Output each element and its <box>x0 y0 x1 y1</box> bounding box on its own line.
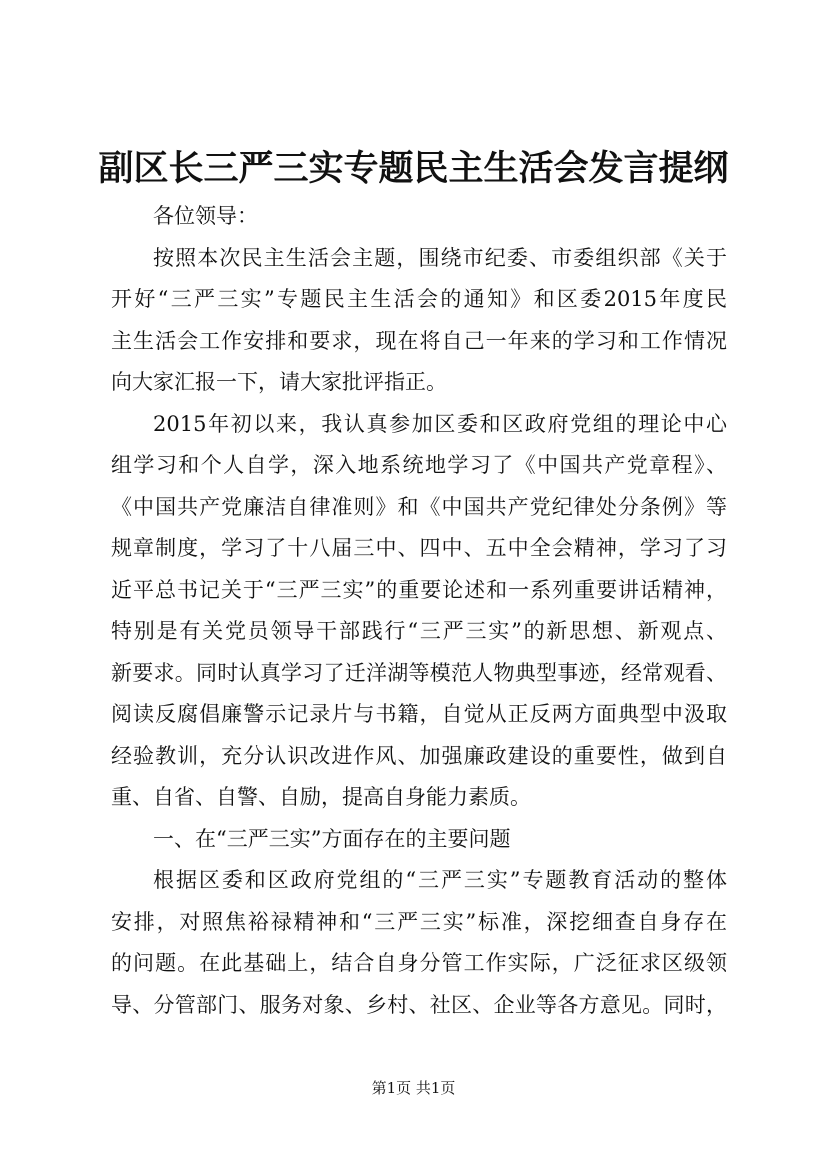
document-body <box>111 196 727 1026</box>
text-line: 新要求。同时认真学习了迁洋湖等模范人物典型事迹，经常观看、 <box>111 660 727 685</box>
text-line: 特别是有关党员领导干部践行“三严三实”的新思想、新观点、 <box>111 619 727 643</box>
text-line: 安排，对照焦裕禄精神和“三严三实”标准，深挖细查自身存在 <box>111 909 727 934</box>
text-line: 按照本次民主生活会主题，围绕市纪委、市委组织部《关于 <box>153 245 727 270</box>
text-line: 向大家汇报一下，请大家批评指正。 <box>111 370 447 394</box>
text-line: 2015年初以来，我认真参加区委和区政府党组的理论中心 <box>153 411 727 436</box>
text-line: 经验教训，充分认识改进作风、加强廉政建设的重要性，做到自 <box>111 743 727 768</box>
text-line: 《中国共产党廉洁自律准则》和《中国共产党纪律处分条例》等 <box>111 494 727 519</box>
text-line: 开好“三严三实”专题民主生活会的通知》和区委2015年度民 <box>111 287 727 311</box>
text-line: 重、自省、自警、自励，提高自身能力素质。 <box>111 785 531 809</box>
text-line: 规章制度，学习了十八届三中、四中、五中全会精神，学习了习 <box>111 536 727 560</box>
text-line: 各位领导： <box>153 204 258 228</box>
document-title: 副区长三严三实专题民主生活会发言提纲 <box>98 148 729 189</box>
text-line: 根据区委和区政府党组的“三严三实”专题教育活动的整体 <box>153 868 727 892</box>
text-line: 阅读反腐倡廉警示记录片与书籍，自觉从正反两方面典型中汲取 <box>111 702 727 726</box>
page-footer: 第1页 共1页 <box>371 1079 456 1097</box>
text-line: 导、分管部门、服务对象、乡村、社区、企业等各方意见。同时， <box>111 992 727 1017</box>
text-line: 的问题。在此基础上，结合自身分管工作实际，广泛征求区级领 <box>111 951 727 975</box>
text-line: 组学习和个人自学，深入地系统地学习了《中国共产党章程》、 <box>111 453 727 477</box>
text-line: 一、在“三严三实”方面存在的主要问题 <box>153 826 511 851</box>
text-line: 主生活会工作安排和要求，现在将自己一年来的学习和工作情况 <box>111 328 727 353</box>
text-line: 近平总书记关于“三严三实”的重要论述和一系列重要讲话精神， <box>111 577 727 602</box>
